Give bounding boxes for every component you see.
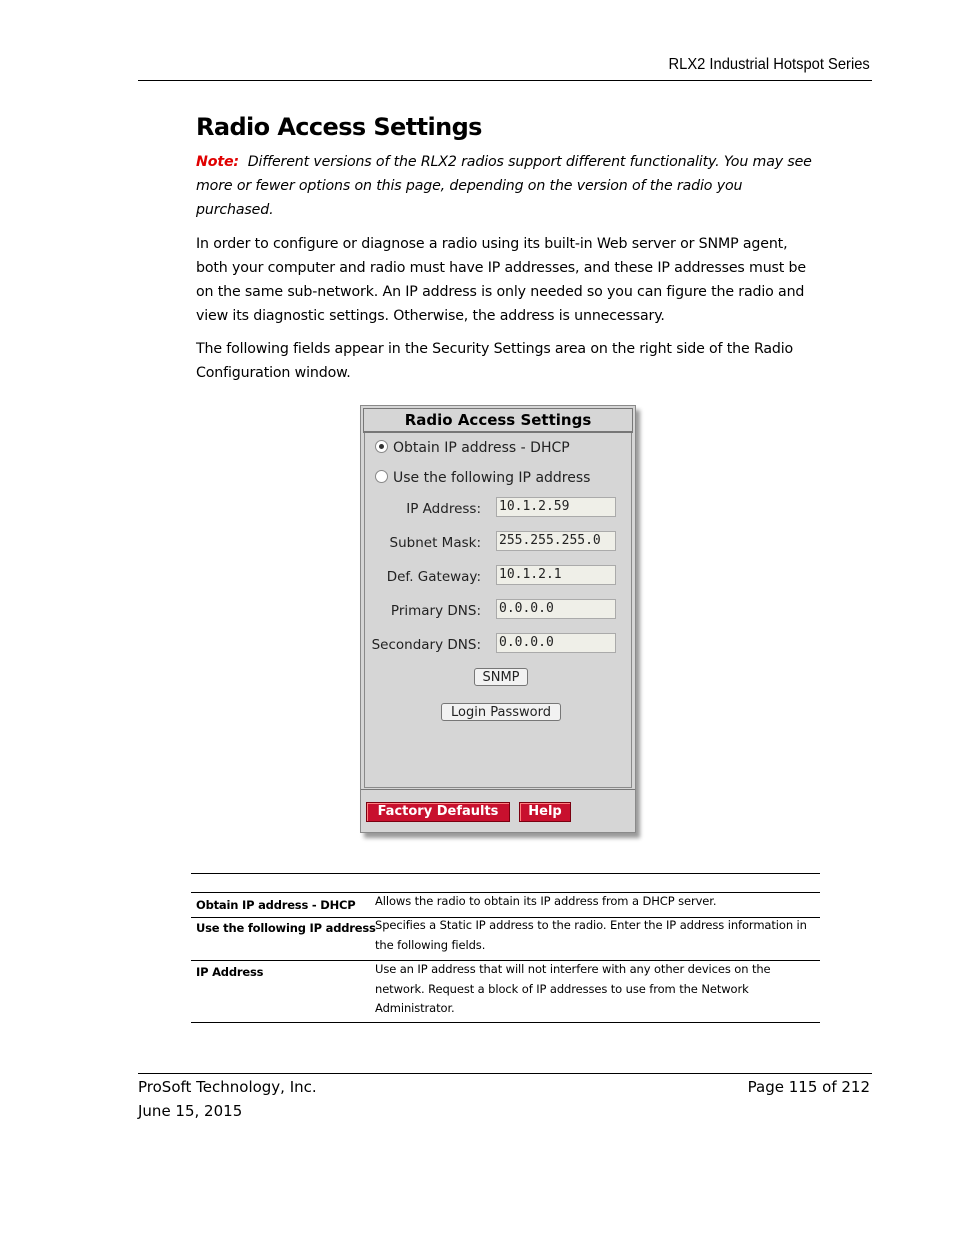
note-label: Note:	[196, 154, 239, 170]
primary-dns-input[interactable]: 0.0.0.0	[496, 599, 616, 619]
gateway-label: Def. Gateway:	[386, 569, 481, 585]
table-field-ip-address: IP Address	[196, 965, 264, 979]
subnet-mask-row	[365, 531, 631, 555]
snmp-button[interactable]: SNMP	[474, 668, 528, 686]
ip-address-label: IP Address:	[406, 501, 481, 517]
secondary-dns-input[interactable]: 0.0.0.0	[496, 633, 616, 653]
footer-company: ProSoft Technology, Inc.	[138, 1078, 317, 1096]
panel-footer-divider	[361, 789, 635, 790]
running-header-title: RLX2 Industrial Hotspot Series	[668, 56, 870, 73]
secondary-dns-row	[365, 633, 631, 657]
factory-defaults-button[interactable]: Factory Defaults	[366, 802, 510, 822]
radio-access-settings-panel	[360, 405, 636, 833]
note-text: Different versions of the RLX2 radios support different functionality. You may see more or fewer options on this page, depending on the version of the radio you purchased.	[196, 154, 812, 218]
radio-option-static[interactable]	[375, 470, 590, 486]
table-desc-ip-address: Use an IP address that will not interfere with any other devices on the network. Request a block of IP addresses to use from the Network Administrator.	[375, 962, 771, 1015]
subnet-mask-label: Subnet Mask:	[389, 535, 481, 551]
radio-static-label: Use the following IP address	[393, 470, 591, 486]
radio-unselected-icon[interactable]	[375, 470, 388, 483]
panel-title: Radio Access Settings	[363, 408, 633, 433]
subnet-mask-input[interactable]: 255.255.255.0	[496, 531, 616, 551]
ip-address-row	[365, 497, 631, 521]
radio-dhcp-label: Obtain IP address - DHCP	[393, 440, 570, 456]
footer-rule	[138, 1073, 872, 1074]
secondary-dns-label: Secondary DNS:	[371, 637, 481, 653]
body-paragraph-1: In order to configure or diagnose a radio using its built-in Web server or SNMP agent, both your computer and radio must have IP addresses, and these IP addresses must be on the same sub-network. An IP address is only needed so you can figure the radio and view its diagnostic settings. Otherwise, the address is unnecessary.	[196, 236, 806, 324]
primary-dns-label: Primary DNS:	[390, 603, 481, 619]
panel-body	[364, 433, 632, 788]
login-password-button[interactable]: Login Password	[441, 703, 561, 721]
radio-option-dhcp[interactable]	[375, 440, 570, 456]
footer-left	[138, 1075, 317, 1123]
radio-selected-icon[interactable]	[375, 440, 388, 453]
body-paragraph-2: The following fields appear in the Security Settings area on the right side of the Radio Configuration window.	[196, 341, 794, 381]
ip-address-input[interactable]: 10.1.2.59	[496, 497, 616, 517]
table-field-dhcp: Obtain IP address - DHCP	[196, 898, 356, 912]
header-rule	[138, 80, 872, 81]
gateway-input[interactable]: 10.1.2.1	[496, 565, 616, 585]
footer-date: June 15, 2015	[138, 1102, 243, 1120]
gateway-row	[365, 565, 631, 589]
table-bottom-rule	[191, 1022, 820, 1023]
table-field-static: Use the following IP address	[196, 921, 376, 935]
footer-page-number: Page 115 of 212	[747, 1078, 870, 1096]
primary-dns-row	[365, 599, 631, 623]
section-title: Radio Access Settings	[196, 113, 482, 141]
help-button[interactable]: Help	[519, 802, 571, 822]
note-paragraph	[196, 150, 816, 222]
table-desc-static: Specifies a Static IP address to the radio. Enter the IP address information in the following fields.	[375, 918, 807, 952]
table-desc-dhcp: Allows the radio to obtain its IP address from a DHCP server.	[375, 894, 717, 908]
table-top-rule	[191, 873, 820, 874]
